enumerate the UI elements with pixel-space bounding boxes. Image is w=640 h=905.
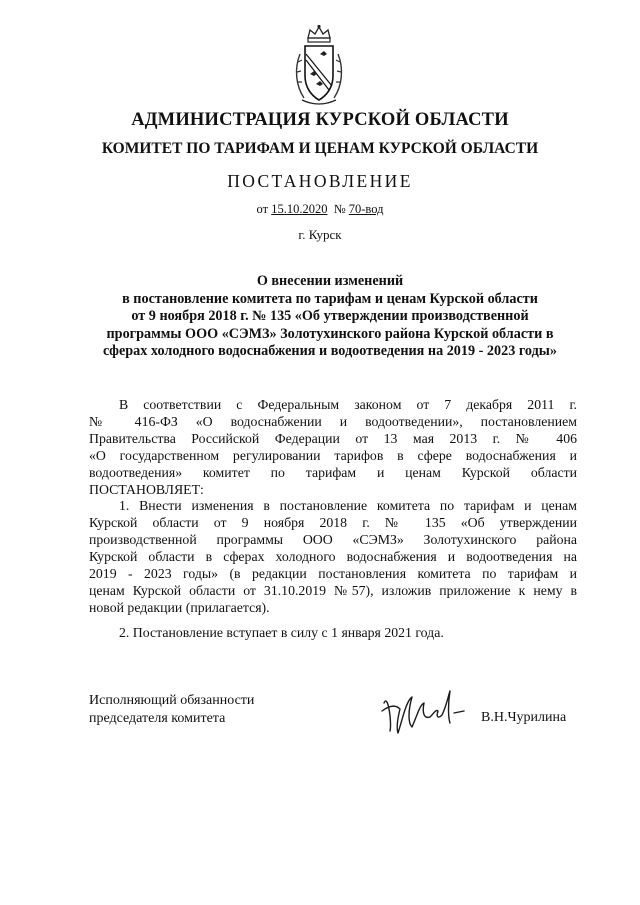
text-line: 2019 - 2023 годы» (в редакции постановления комитета по тарифам и xyxy=(89,566,577,581)
document-subject xyxy=(80,273,580,361)
text-line: «О государственном регулировании тарифов в сфере водоснабжения и xyxy=(89,448,577,463)
document-number: 70-вод xyxy=(348,202,384,216)
clause-2-paragraph xyxy=(89,624,577,641)
text-line: Курской области от 9 ноября 2018 г. № 135 «Об утверждении xyxy=(89,515,577,530)
subject-line: О внесении изменений xyxy=(256,273,404,289)
document-city: г. Курск xyxy=(298,227,342,242)
text-line: ценам Курской области от 31.10.2019 №57), изложив приложение к нему в xyxy=(89,583,577,598)
text-line: Правительства Российской Федерации от 13 мая 2013 г. № 406 xyxy=(89,431,577,446)
subject-line: от 9 ноября 2018 г. № 135 «Об утверждении производственной xyxy=(131,308,529,324)
text-line: водоотведения» комитет по тарифам и ценам Курской области xyxy=(89,465,577,480)
signatory-position xyxy=(89,692,254,728)
position-line: председателя комитета xyxy=(89,711,226,726)
text-line: 2. Постановление вступает в силу с 1 января 2021 года. xyxy=(119,625,444,640)
subject-line: программы ООО «СЭМЗ» Золотухинского района Курской области в xyxy=(106,325,554,342)
text-line: 1. Внести изменения в постановление комитета по тарифам и ценам xyxy=(119,498,577,513)
committee-title: КОМИТЕТ ПО ТАРИФАМ И ЦЕНАМ КУРСКОЙ ОБЛАСТИ xyxy=(101,140,539,157)
text-line: № 416-ФЗ «О водоснабжении и водоотведении», постановлением xyxy=(89,414,577,429)
preamble-paragraph xyxy=(89,396,577,498)
position-line: Исполняющий обязанности xyxy=(89,693,255,708)
handwritten-signature xyxy=(378,683,468,739)
document-type: ПОСТАНОВЛЕНИЕ xyxy=(227,171,413,191)
clause-1-paragraph xyxy=(89,497,577,616)
date-prefix: от xyxy=(256,202,272,216)
text-line: новой редакции (прилагается). xyxy=(89,600,270,615)
organization-title: АДМИНИСТРАЦИЯ КУРСКОЙ ОБЛАСТИ xyxy=(131,110,509,130)
text-line: Курской области в сферах холодного водоснабжения и водоотведения на xyxy=(89,549,577,564)
document-date: 15.10.2020 xyxy=(271,202,328,216)
subject-line: в постановление комитета по тарифам и ценам Курской области xyxy=(122,290,538,307)
subject-line: сферах холодного водоснабжения и водоотведения на 2019 - 2023 годы» xyxy=(103,343,557,359)
signatory-name: В.Н.Чурилина xyxy=(481,710,567,725)
text-line: В соответствии с Федеральным законом от 7 декабря 2011 г. xyxy=(119,397,577,412)
text-line: производственной программы ООО «СЭМЗ» Золотухинского района xyxy=(89,532,577,547)
text-line: ПОСТАНОВЛЯЕТ: xyxy=(89,482,204,497)
number-prefix: № xyxy=(333,202,349,216)
document-date-number xyxy=(0,202,640,217)
kursk-coat-of-arms-icon xyxy=(290,24,348,106)
